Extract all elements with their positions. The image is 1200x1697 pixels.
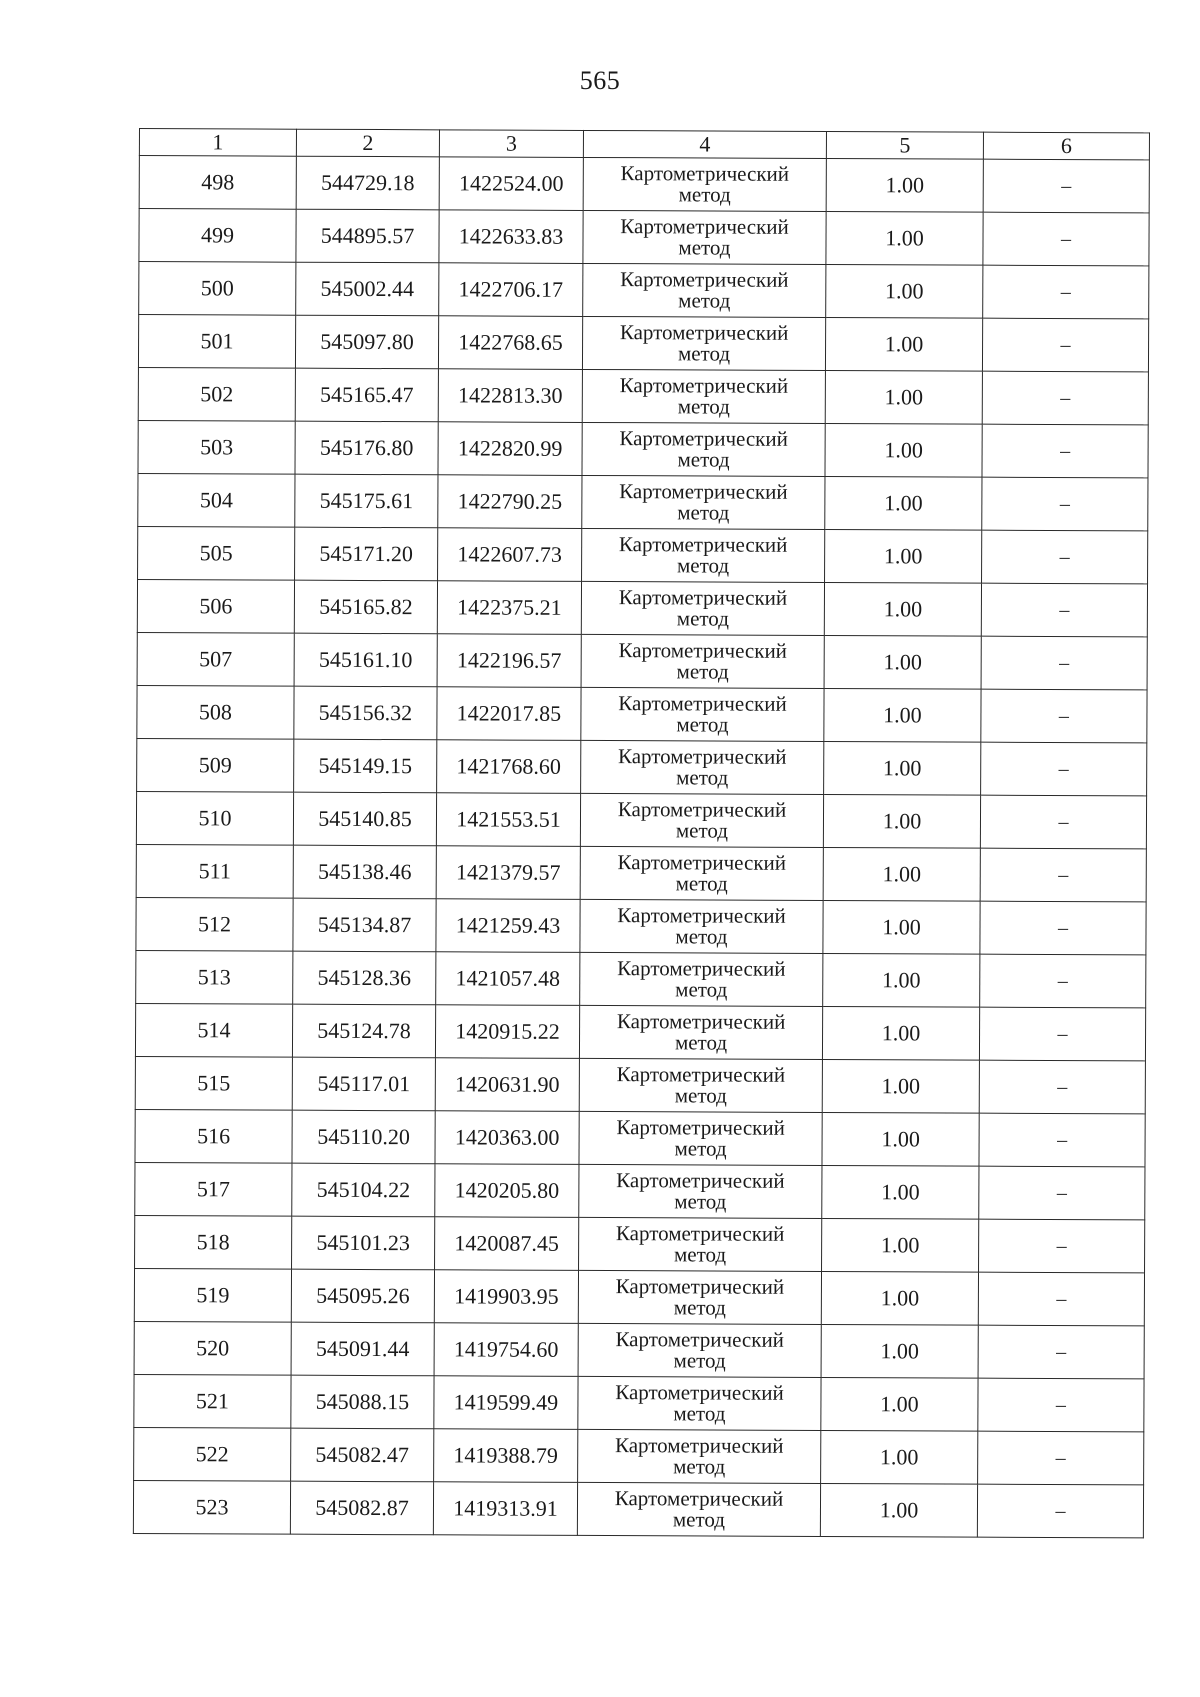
- point-number-cell: 502: [138, 367, 295, 421]
- coordinate-y-cell: 1422790.25: [438, 475, 582, 529]
- table-row: [137, 738, 1147, 795]
- coordinate-y-cell: 1419599.49: [434, 1376, 578, 1430]
- coordinate-y-cell: 1420087.45: [435, 1217, 579, 1271]
- coordinate-x-cell: 545101.23: [292, 1216, 435, 1270]
- coordinate-y-cell: 1422017.85: [437, 687, 581, 741]
- precision-cell: 1.00: [822, 1112, 979, 1166]
- method-cell: [579, 1164, 822, 1218]
- method-cell: [579, 1217, 822, 1271]
- method-cell: [579, 1058, 822, 1112]
- point-number-cell: 507: [137, 632, 294, 686]
- precision-cell: 1.00: [820, 1483, 977, 1537]
- coordinate-y-cell: 1420205.80: [435, 1164, 579, 1218]
- note-cell: –: [983, 212, 1149, 266]
- method-cell: [578, 1270, 821, 1324]
- point-number-cell: 508: [137, 685, 294, 739]
- note-cell: –: [979, 1007, 1145, 1061]
- method-cell: [578, 1376, 821, 1430]
- point-number-cell: 517: [135, 1162, 292, 1216]
- method-cell: [579, 1111, 822, 1165]
- method-cell: [582, 528, 825, 582]
- method-line-2: метод: [677, 500, 730, 525]
- method-cell: [583, 157, 826, 211]
- table-row: [135, 1215, 1145, 1272]
- coordinate-x-cell: 545149.15: [294, 739, 437, 793]
- method-cell: [581, 581, 824, 635]
- note-cell: –: [979, 1113, 1145, 1167]
- precision-cell: 1.00: [823, 847, 980, 901]
- method-line-1: Картометрический: [618, 638, 788, 663]
- method-cell: [583, 263, 826, 317]
- coordinate-x-cell: 545095.26: [291, 1269, 434, 1323]
- precision-cell: 1.00: [824, 741, 981, 795]
- coordinate-x-cell: 545175.61: [295, 474, 438, 528]
- point-number-cell: 518: [135, 1215, 292, 1269]
- note-cell: –: [981, 742, 1147, 796]
- coordinate-y-cell: 1421057.48: [436, 952, 580, 1006]
- method-line-2: метод: [677, 341, 731, 366]
- method-line-1: Картометрический: [616, 1009, 786, 1034]
- point-number-cell: 520: [134, 1321, 291, 1375]
- note-cell: –: [981, 583, 1147, 637]
- precision-cell: 1.00: [821, 1430, 978, 1484]
- point-number-cell: 514: [135, 1003, 292, 1057]
- method-line-2: метод: [674, 1030, 728, 1055]
- method-line-1: Картометрический: [617, 744, 787, 769]
- precision-cell: 1.00: [823, 953, 980, 1007]
- table-row: [136, 897, 1146, 954]
- coordinate-y-cell: 1421553.51: [436, 793, 580, 847]
- precision-cell: 1.00: [824, 582, 981, 636]
- method-cell: [581, 687, 824, 741]
- method-line-1: Картометрический: [617, 850, 787, 875]
- method-cell: [578, 1429, 821, 1483]
- point-number-cell: 512: [136, 897, 293, 951]
- precision-cell: 1.00: [825, 317, 982, 371]
- method-line-1: Картометрический: [616, 1062, 786, 1087]
- note-cell: –: [978, 1431, 1144, 1485]
- note-cell: –: [982, 477, 1148, 531]
- coordinate-x-cell: 545128.36: [293, 951, 436, 1005]
- point-number-cell: 516: [135, 1109, 292, 1163]
- method-line-1: Картометрический: [620, 214, 789, 239]
- method-line-1: Картометрический: [619, 426, 788, 451]
- point-number-cell: 500: [139, 262, 296, 316]
- coordinate-y-cell: 1422375.21: [437, 581, 581, 635]
- method-line-2: метод: [676, 659, 729, 684]
- method-line-2: метод: [673, 1242, 727, 1267]
- method-line-2: метод: [675, 818, 729, 843]
- method-line-2: метод: [676, 553, 730, 578]
- method-line-1: Картометрический: [620, 267, 789, 292]
- coordinate-y-cell: 1420363.00: [435, 1111, 579, 1165]
- coordinate-x-cell: 545002.44: [296, 262, 439, 316]
- coordinate-y-cell: 1422607.73: [438, 528, 582, 582]
- coordinate-x-cell: 545176.80: [295, 421, 438, 475]
- method-line-1: Картометрический: [615, 1380, 784, 1405]
- coordinate-x-cell: 545082.87: [290, 1481, 433, 1535]
- method-cell: [581, 634, 824, 688]
- point-number-cell: 511: [136, 844, 293, 898]
- method-line-2: метод: [674, 1189, 727, 1214]
- coordinate-y-cell: 1419313.91: [433, 1482, 577, 1536]
- point-number-cell: 503: [138, 420, 295, 474]
- method-cell: [582, 369, 825, 423]
- column-header-1: 1: [139, 129, 296, 157]
- column-header-3: 3: [439, 130, 583, 158]
- coordinate-y-cell: 1422196.57: [437, 634, 581, 688]
- point-number-cell: 505: [138, 526, 295, 580]
- precision-cell: 1.00: [824, 635, 981, 689]
- table-row: [137, 685, 1147, 742]
- coordinate-y-cell: 1419754.60: [434, 1323, 578, 1377]
- method-line-1: Картометрический: [618, 691, 787, 716]
- table-row: [134, 1427, 1144, 1484]
- table-row: [139, 209, 1149, 266]
- method-line-2: метод: [676, 712, 729, 737]
- method-line-2: метод: [674, 1083, 727, 1108]
- method-line-2: метод: [674, 1136, 727, 1161]
- method-line-2: метод: [672, 1507, 726, 1532]
- note-cell: –: [981, 636, 1147, 690]
- table-row: [135, 1056, 1145, 1113]
- method-cell: [582, 316, 825, 370]
- coordinate-x-cell: 545124.78: [292, 1004, 435, 1058]
- precision-cell: 1.00: [822, 1165, 979, 1219]
- method-line-1: Картометрический: [615, 1221, 785, 1246]
- coordinate-x-cell: 545138.46: [293, 845, 436, 899]
- note-cell: –: [978, 1378, 1144, 1432]
- note-cell: –: [980, 848, 1146, 902]
- point-number-cell: 510: [136, 791, 293, 845]
- point-number-cell: 515: [135, 1056, 292, 1110]
- method-line-1: Картометрический: [614, 1433, 784, 1458]
- point-number-cell: 501: [138, 315, 295, 369]
- precision-cell: 1.00: [825, 529, 982, 583]
- precision-cell: 1.00: [825, 423, 982, 477]
- coordinate-y-cell: 1421768.60: [437, 740, 581, 794]
- method-cell: [581, 740, 824, 794]
- table-row: [136, 950, 1146, 1007]
- note-cell: –: [978, 1325, 1144, 1379]
- coordinate-x-cell: 545156.32: [294, 686, 437, 740]
- table-row: [138, 473, 1148, 530]
- table-row: [135, 1109, 1145, 1166]
- point-number-cell: 499: [139, 209, 296, 263]
- method-line-1: Картометрический: [618, 585, 788, 610]
- coordinate-x-cell: 545110.20: [292, 1110, 435, 1164]
- precision-cell: 1.00: [824, 688, 981, 742]
- precision-cell: 1.00: [821, 1324, 978, 1378]
- precision-cell: 1.00: [825, 476, 982, 530]
- method-line-1: Картометрический: [620, 161, 790, 186]
- coordinate-y-cell: 1422633.83: [439, 210, 583, 264]
- coordinate-y-cell: 1422820.99: [438, 422, 582, 476]
- point-number-cell: 521: [134, 1374, 291, 1428]
- note-cell: –: [981, 689, 1147, 743]
- note-cell: –: [983, 159, 1149, 213]
- coordinate-x-cell: 545088.15: [291, 1375, 434, 1429]
- coordinate-x-cell: 545171.20: [295, 527, 438, 581]
- note-cell: –: [980, 795, 1146, 849]
- column-header-6: 6: [983, 132, 1149, 160]
- coordinate-y-cell: 1420915.22: [435, 1005, 579, 1059]
- note-cell: –: [978, 1272, 1144, 1326]
- column-header-4: 4: [583, 130, 826, 158]
- table-row: [134, 1321, 1144, 1378]
- coordinate-x-cell: 545140.85: [293, 792, 436, 846]
- note-cell: –: [979, 1166, 1145, 1220]
- table-row: [137, 632, 1147, 689]
- method-line-2: метод: [673, 1295, 726, 1320]
- table-row: [133, 1480, 1143, 1537]
- method-cell: [580, 846, 823, 900]
- note-cell: –: [983, 265, 1149, 319]
- point-number-cell: 504: [138, 473, 295, 527]
- note-cell: –: [982, 530, 1148, 584]
- method-cell: [580, 793, 823, 847]
- method-line-2: метод: [673, 1454, 726, 1479]
- table-row: [139, 262, 1149, 319]
- precision-cell: 1.00: [821, 1271, 978, 1325]
- coordinate-y-cell: 1421379.57: [436, 846, 580, 900]
- method-line-2: метод: [678, 288, 731, 313]
- precision-cell: 1.00: [826, 211, 983, 265]
- method-line-2: метод: [678, 182, 731, 207]
- coordinates-table: [133, 128, 1150, 1538]
- method-cell: [582, 475, 825, 529]
- coordinate-y-cell: 1419388.79: [434, 1429, 578, 1483]
- coordinate-y-cell: 1422524.00: [439, 157, 583, 211]
- precision-cell: 1.00: [823, 900, 980, 954]
- method-cell: [579, 1005, 822, 1059]
- table-row: [138, 420, 1148, 477]
- method-line-2: метод: [676, 606, 729, 631]
- coordinate-x-cell: 545165.82: [294, 580, 437, 634]
- coordinate-y-cell: 1421259.43: [436, 899, 580, 953]
- note-cell: –: [980, 954, 1146, 1008]
- coordinate-x-cell: 545134.87: [293, 898, 436, 952]
- method-line-2: метод: [675, 977, 728, 1002]
- method-line-2: метод: [675, 871, 728, 896]
- method-line-1: Картометрический: [615, 1327, 785, 1352]
- coordinate-y-cell: 1422813.30: [438, 369, 582, 423]
- table-body: [133, 156, 1149, 1538]
- table-row: [134, 1374, 1144, 1431]
- method-line-1: Картометрический: [619, 479, 788, 504]
- method-line-2: метод: [675, 924, 728, 949]
- method-line-1: Картометрический: [614, 1486, 784, 1511]
- method-line-2: метод: [677, 447, 730, 472]
- table-row: [136, 791, 1146, 848]
- coordinate-x-cell: 544729.18: [296, 156, 439, 210]
- table-row: [135, 1162, 1145, 1219]
- precision-cell: 1.00: [821, 1377, 978, 1431]
- method-cell: [583, 210, 826, 264]
- method-cell: [578, 1323, 821, 1377]
- table-row: [136, 844, 1146, 901]
- point-number-cell: 519: [134, 1268, 291, 1322]
- column-header-2: 2: [296, 129, 439, 157]
- method-line-2: метод: [676, 765, 729, 790]
- coordinate-x-cell: 545161.10: [294, 633, 437, 687]
- method-line-1: Картометрический: [615, 1274, 785, 1299]
- note-cell: –: [982, 318, 1148, 372]
- method-cell: [580, 899, 823, 953]
- coordinate-x-cell: 545091.44: [291, 1322, 434, 1376]
- note-cell: –: [980, 901, 1146, 955]
- note-cell: –: [982, 371, 1148, 425]
- method-cell: [577, 1482, 820, 1536]
- coordinate-x-cell: 545104.22: [292, 1163, 435, 1217]
- note-cell: –: [982, 424, 1148, 478]
- method-line-1: Картометрический: [617, 797, 787, 822]
- page-number: 565: [579, 66, 621, 95]
- note-cell: –: [977, 1484, 1143, 1538]
- method-cell: [580, 952, 823, 1006]
- precision-cell: 1.00: [826, 264, 983, 318]
- precision-cell: 1.00: [822, 1059, 979, 1113]
- table-row: [138, 526, 1148, 583]
- coordinate-y-cell: 1422706.17: [439, 263, 583, 317]
- point-number-cell: 513: [136, 950, 293, 1004]
- precision-cell: 1.00: [823, 794, 980, 848]
- coordinate-y-cell: 1420631.90: [435, 1058, 579, 1112]
- method-line-1: Картометрический: [616, 1168, 785, 1193]
- method-line-2: метод: [673, 1348, 726, 1373]
- coordinate-y-cell: 1422768.65: [438, 316, 582, 370]
- method-line-1: Картометрический: [619, 320, 789, 345]
- coordinate-x-cell: 545117.01: [292, 1057, 435, 1111]
- method-line-2: метод: [673, 1401, 726, 1426]
- table-row: [137, 579, 1147, 636]
- note-cell: –: [979, 1060, 1145, 1114]
- coordinate-x-cell: 544895.57: [296, 209, 439, 263]
- precision-cell: 1.00: [822, 1218, 979, 1272]
- method-line-2: метод: [677, 394, 730, 419]
- column-header-5: 5: [826, 131, 983, 159]
- point-number-cell: 498: [139, 156, 296, 210]
- coordinates-table-container: [133, 128, 1149, 1538]
- precision-cell: 1.00: [825, 370, 982, 424]
- table-row: [139, 156, 1149, 213]
- coordinate-x-cell: 545165.47: [295, 368, 438, 422]
- method-line-1: Картометрический: [616, 1115, 785, 1140]
- coordinate-x-cell: 545082.47: [291, 1428, 434, 1482]
- point-number-cell: 523: [133, 1480, 290, 1534]
- point-number-cell: 522: [134, 1427, 291, 1481]
- method-line-1: Картометрический: [618, 532, 788, 557]
- table-row: [135, 1003, 1145, 1060]
- method-line-2: метод: [678, 235, 731, 260]
- method-line-1: Картометрический: [617, 956, 786, 981]
- method-line-1: Картометрический: [617, 903, 786, 928]
- method-cell: [582, 422, 825, 476]
- table-row: [138, 315, 1148, 372]
- coordinate-y-cell: 1419903.95: [434, 1270, 578, 1324]
- precision-cell: 1.00: [826, 158, 983, 212]
- precision-cell: 1.00: [822, 1006, 979, 1060]
- table-row: [134, 1268, 1144, 1325]
- coordinate-x-cell: 545097.80: [295, 315, 438, 369]
- point-number-cell: 509: [137, 738, 294, 792]
- point-number-cell: 506: [137, 579, 294, 633]
- table-row: [138, 367, 1148, 424]
- method-line-1: Картометрический: [619, 373, 789, 398]
- note-cell: –: [979, 1219, 1145, 1273]
